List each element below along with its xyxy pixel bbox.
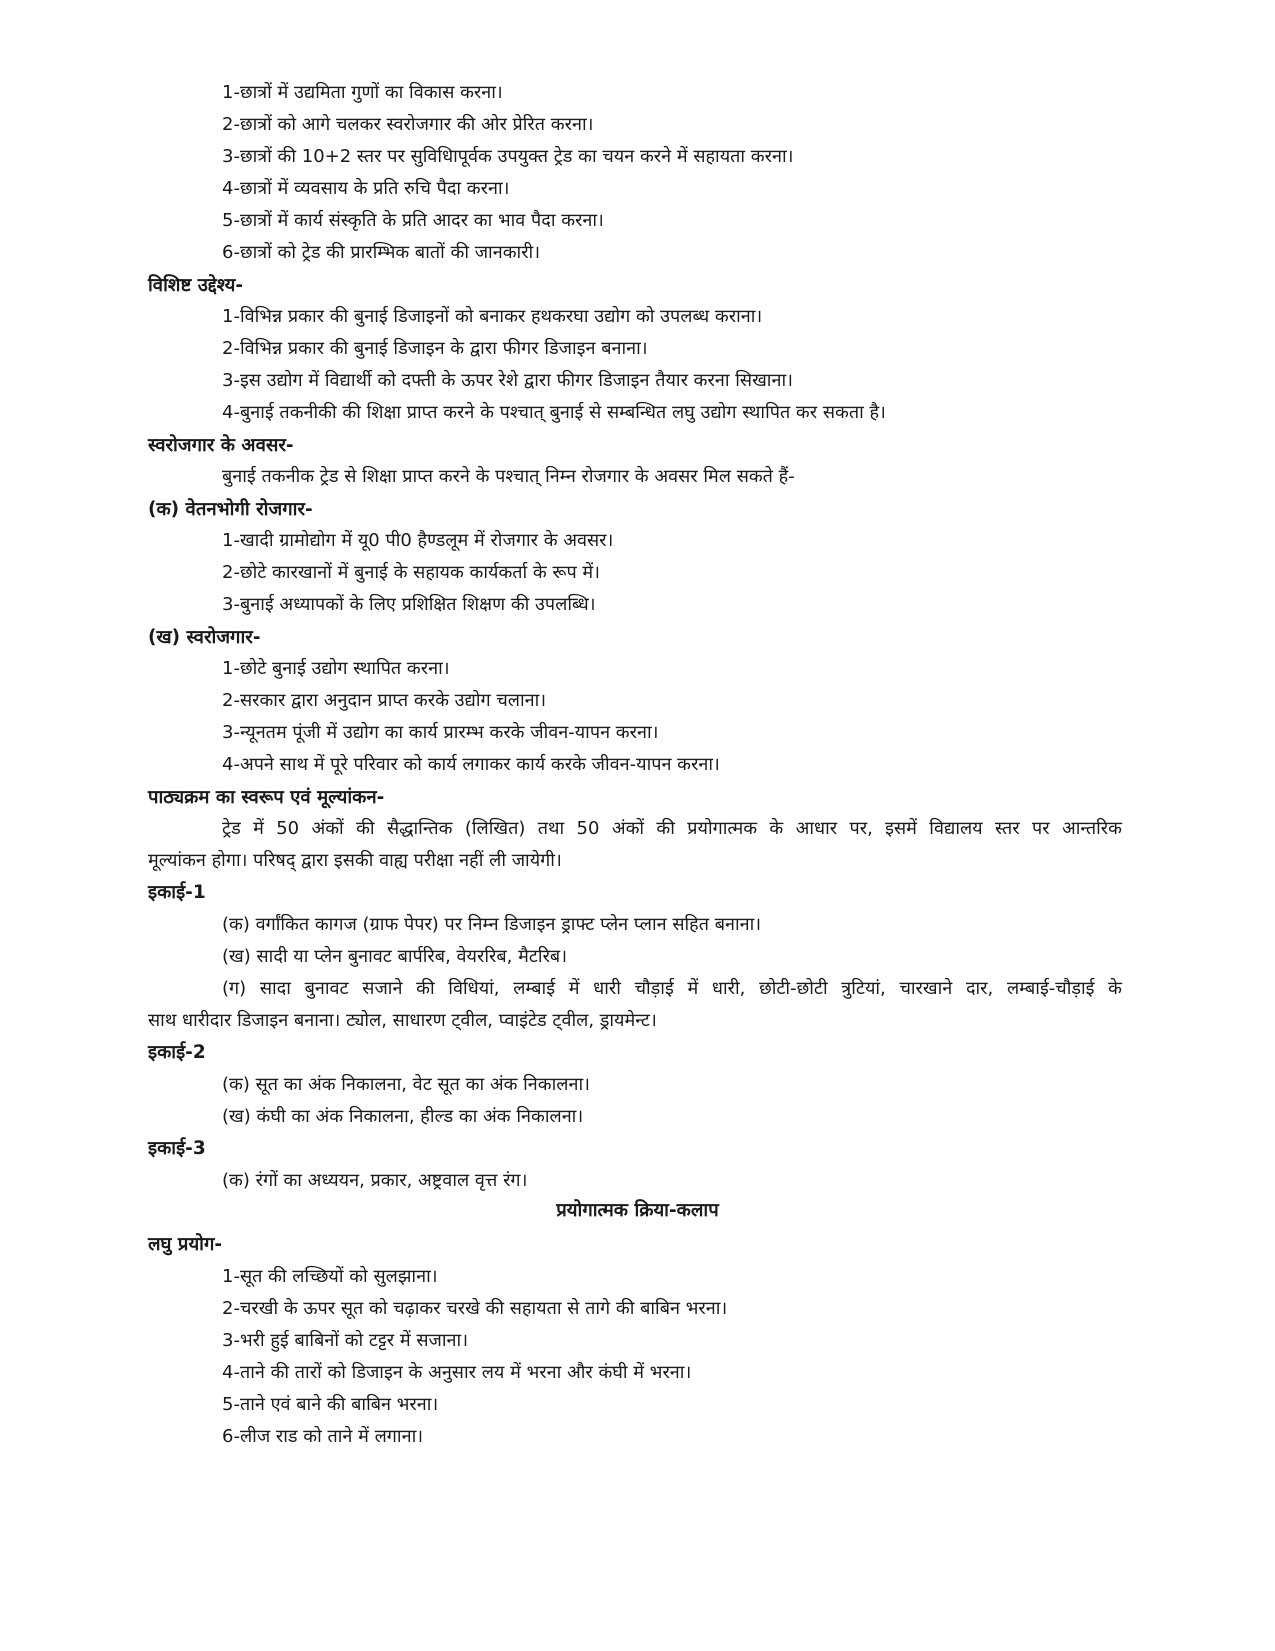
unit-2-item: (क) सूत का अंक निकालना, वेट सूत का अंक निकालना। — [222, 1074, 590, 1095]
unit-1-heading: इकाई-1 — [148, 882, 206, 903]
unit-1-item: (ख) सादी या प्लेन बुनावट बार्परिब, वेयररिब, मैटरिब। — [222, 946, 568, 967]
practical-item: 4-ताने की तारों को डिजाइन के अनुसार लय में भरना और कंघी में भरना। — [222, 1362, 692, 1383]
objective-item: 6-छात्रों को ट्रेड की प्रारम्भिक बातों की जानकारी। — [222, 242, 541, 263]
objective-item: 2-छात्रों को आगे चलकर स्वरोजगार की ओर प्रेरित करना। — [222, 114, 594, 135]
practical-title: प्रयोगात्मक क्रिया-कलाप — [556, 1200, 719, 1221]
syllabus-heading: पाठ्यक्रम का स्वरूप एवं मूल्यांकन- — [148, 787, 385, 808]
practical-item: 2-चरखी के ऊपर सूत को चढ़ाकर चरखे की सहायता से तागे की बाबिन भरना। — [222, 1298, 728, 1319]
self-employment-heading: स्वरोजगार के अवसर- — [148, 435, 294, 456]
self-employment-item: 3-न्यूनतम पूंजी में उद्योग का कार्य प्रारम्भ करके जीवन-यापन करना। — [222, 722, 659, 743]
self-employment-item: 1-छोटे बुनाई उद्योग स्थापित करना। — [222, 658, 450, 679]
self-employment-item: 2-सरकार द्वारा अनुदान प्राप्त करके उद्योग चलाना। — [222, 690, 547, 711]
practical-item: 6-लीज राड को ताने में लगाना। — [222, 1426, 424, 1447]
objective-item: 1-छात्रों में उद्यमिता गुणों का विकास करना। — [222, 82, 503, 103]
syllabus-paragraph-line: मूल्यांकन होगा। परिषद् द्वारा इसकी वाह्य परीक्षा नहीं ली जायेगी। — [148, 850, 562, 871]
practical-item: 1-सूत की लच्छियों को सुलझाना। — [222, 1266, 438, 1287]
unit-3-item: (क) रंगों का अध्ययन, प्रकार, अष्ट्रवाल वृत्त रंग। — [222, 1170, 528, 1191]
specific-objective-item: 3-इस उद्योग में विद्यार्थी को दफ्ती के ऊपर रेशे द्वारा फीगर डिजाइन तैयार करना सिखाना। — [222, 370, 793, 391]
practical-item: 3-भरी हुई बाबिनों को टट्टर में सजाना। — [222, 1330, 469, 1351]
salaried-employment-heading: (क) वेतनभोगी रोजगार- — [148, 499, 313, 520]
salaried-item: 2-छोटे कारखानों में बुनाई के सहायक कार्यकर्ता के रूप में। — [222, 562, 600, 583]
self-employment-sub-heading: (ख) स्वरोजगार- — [148, 627, 261, 648]
self-employment-item: 4-अपने साथ में पूरे परिवार को कार्य लगाकर कार्य करके जीवन-यापन करना। — [222, 754, 720, 775]
unit-1-item: (क) वर्गांकित कागज (ग्राफ पेपर) पर निम्न डिजाइन ड्राफ्ट प्लेन प्लान सहित बनाना। — [222, 914, 762, 935]
syllabus-paragraph-line: ट्रेड में 50 अंकों की सैद्धान्तिक (लिखित) तथा 50 अंकों की प्रयोगात्मक के आधार पर, इसमें विद्यालय स्तर पर आन्तरिक — [222, 818, 1122, 839]
salaried-item: 3-बुनाई अध्यापकों के लिए प्रशिक्षित शिक्षण की उपलब्धि। — [222, 594, 596, 615]
specific-objective-item: 4-बुनाई तकनीकी की शिक्षा प्राप्त करने के पश्चात् बुनाई से सम्बन्धित लघु उद्योग स्थापित कर सकता है। — [222, 402, 886, 423]
unit-2-heading: इकाई-2 — [148, 1042, 206, 1063]
salaried-item: 1-खादी ग्रामोद्योग में यू0 पी0 हैण्डलूम में रोजगार के अवसर। — [222, 530, 614, 551]
unit-2-item: (ख) कंघी का अंक निकालना, हील्ड का अंक निकालना। — [222, 1106, 584, 1127]
objective-item: 3-छात्रों की 10+2 स्तर पर सुविधिापूर्वक उपयुक्त ट्रेड का चयन करने में सहायता करना। — [222, 146, 794, 167]
unit-1-item: (ग) सादा बुनावट सजाने की विधियां, लम्बाई में धारी चौड़ाई में धारी, छोटी-छोटी त्रुटियां, चारखाने दार, लम्बाई-चौड़ाई के — [222, 978, 1122, 999]
practical-heading: लघु प्रयोग- — [148, 1234, 223, 1255]
specific-objectives-heading: विशिष्ट उद्देश्य- — [148, 275, 244, 296]
specific-objective-item: 2-विभिन्न प्रकार की बुनाई डिजाइन के द्वारा फीगर डिजाइन बनाना। — [222, 338, 648, 359]
unit-1-item-continued: साथ धारीदार डिजाइन बनाना। ट्योल, साधारण ट्वील, प्वाइंटेड ट्वील, ड्रायमेन्ट। — [148, 1010, 657, 1031]
practical-item: 5-ताने एवं बाने की बाबिन भरना। — [222, 1394, 439, 1415]
objective-item: 4-छात्रों में व्यवसाय के प्रति रुचि पैदा करना। — [222, 178, 510, 199]
specific-objective-item: 1-विभिन्न प्रकार की बुनाई डिजाइनों को बनाकर हथकरघा उद्योग को उपलब्ध कराना। — [222, 306, 763, 327]
self-employment-intro: बुनाई तकनीक ट्रेड से शिक्षा प्राप्त करने के पश्चात् निम्न रोजगार के अवसर मिल सकते हैं- — [222, 466, 795, 487]
objective-item: 5-छात्रों में कार्य संस्कृति के प्रति आदर का भाव पैदा करना। — [222, 210, 604, 231]
unit-3-heading: इकाई-3 — [148, 1138, 206, 1159]
